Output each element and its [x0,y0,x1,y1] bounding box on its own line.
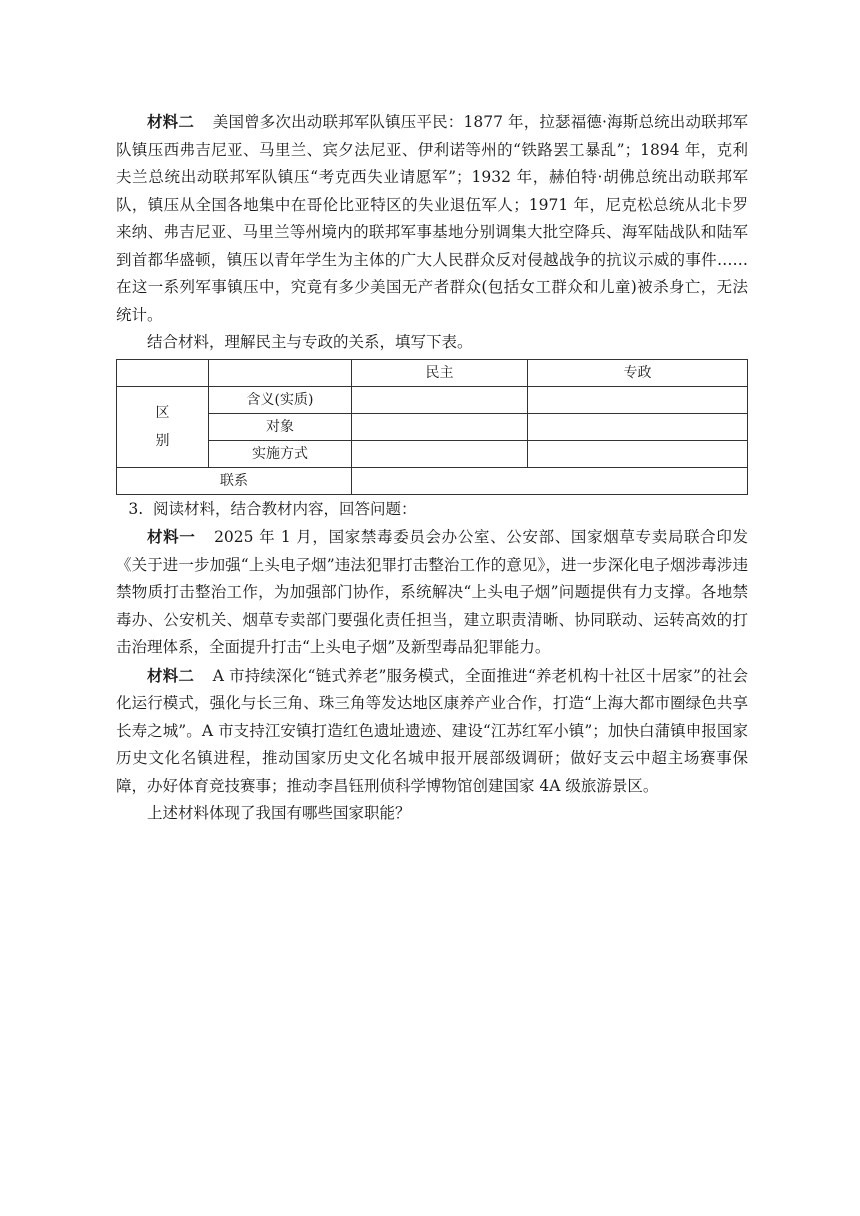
table-row [117,467,748,494]
material-text: 2025 年 1 月，国家禁毒委员会办公室、公安部、国家烟草专卖局联合印发《关于进一步加强“上头电子烟”违法犯罪打击整治工作的意见》，进一步深化电子烟涉毒涉违禁物质打击整治工作，为加强部门协作，系统解决“上头电子烟”问题提供有力支撑。各地禁毒办、公安机关、烟草专卖部门要强化责任担当，建立职责清晰、协同联动、运转高效的打击治理体系，全面提升打击“上头电子烟”及新型毒品犯罪能力。 [116,528,748,656]
answer-cell[interactable] [352,413,528,440]
material-label: 材料二 [147,665,195,685]
answer-cell[interactable] [352,467,748,494]
header-democracy: 民主 [352,359,528,386]
header-dictatorship: 专政 [528,359,748,386]
table-header-row [117,359,748,386]
answer-cell[interactable] [528,413,748,440]
difference-group-cell [117,386,209,467]
row-label-connection: 联系 [117,467,352,494]
answer-cell[interactable] [352,440,528,467]
difference-label-char: 区 [155,404,170,421]
table-instruction: 结合材料，理解民主与专政的关系，填写下表。 [147,333,473,351]
table-row [117,413,748,440]
material-text: A 市持续深化“链式养老”服务模式，全面推进“养老机构十社区十居家”的社会化运行模式，强化与长三角、珠三角等发达地区康养产业合作，打造“上海大都市圈绿色共享长寿之城”。A 市支持江安镇打造红色遗址遗迹、建设“江苏红军小镇”；加快白蒲镇申报国家历史文化名镇进程，推动国家历史文化名城申报开展部级调研；做好支云中超主场赛事保障，办好体育竞技赛事；推动李昌钰刑侦科学博物馆创建国家 4A 级旅游景区。 [116,666,748,795]
row-label-object: 对象 [209,413,352,440]
material-one-paragraph [116,523,748,662]
material-two-paragraph-q3 [116,662,748,801]
material-label: 材料二 [147,112,195,131]
header-blank-cell [117,359,209,386]
material-text: 美国曾多次出动联邦军队镇压平民：1877 年，拉瑟福德·海斯总统出动联邦军队镇压西弗吉尼亚、马里兰、宾夕法尼亚、伊利诺等州的“铁路罢工暴乱”；1894 年，克利夫兰总统出动联邦军队镇压“考克西失业请愿军”；1932 年，赫伯特·胡佛总统出动联邦军队，镇压从全国各地集中在哥伦比亚特区的失业退伍军人；1971 年，尼克松总统从北卡罗来纳、弗吉尼亚、马里兰等州境内的联邦军事基地分别调集大批空降兵、海军陆战队和陆军到首都华盛顿，镇压以青年学生为主体的广大人民群众反对侵越战争的抗议示威的事件……在这一系列军事镇压中，究竟有多少美国无产者群众(包括女工群众和儿童)被杀身亡，无法统计。 [116,113,748,324]
document-page [116,108,748,828]
answer-cell[interactable] [528,440,748,467]
question-text: 上述材料体现了我国有哪些国家职能？ [147,804,411,822]
question-3-prompt: 3. 阅读材料，结合教材内容，回答问题： [128,499,417,518]
row-label-method: 实施方式 [209,440,352,467]
difference-label-char: 别 [155,432,170,449]
material-label: 材料一 [147,527,196,546]
table-row [117,440,748,467]
table-row [117,386,748,413]
header-blank-cell [209,359,352,386]
answer-cell[interactable] [352,386,528,413]
row-label-meaning: 含义(实质) [209,386,352,413]
material-two-paragraph [116,108,748,329]
democracy-dictatorship-table [116,359,748,495]
answer-cell[interactable] [528,386,748,413]
